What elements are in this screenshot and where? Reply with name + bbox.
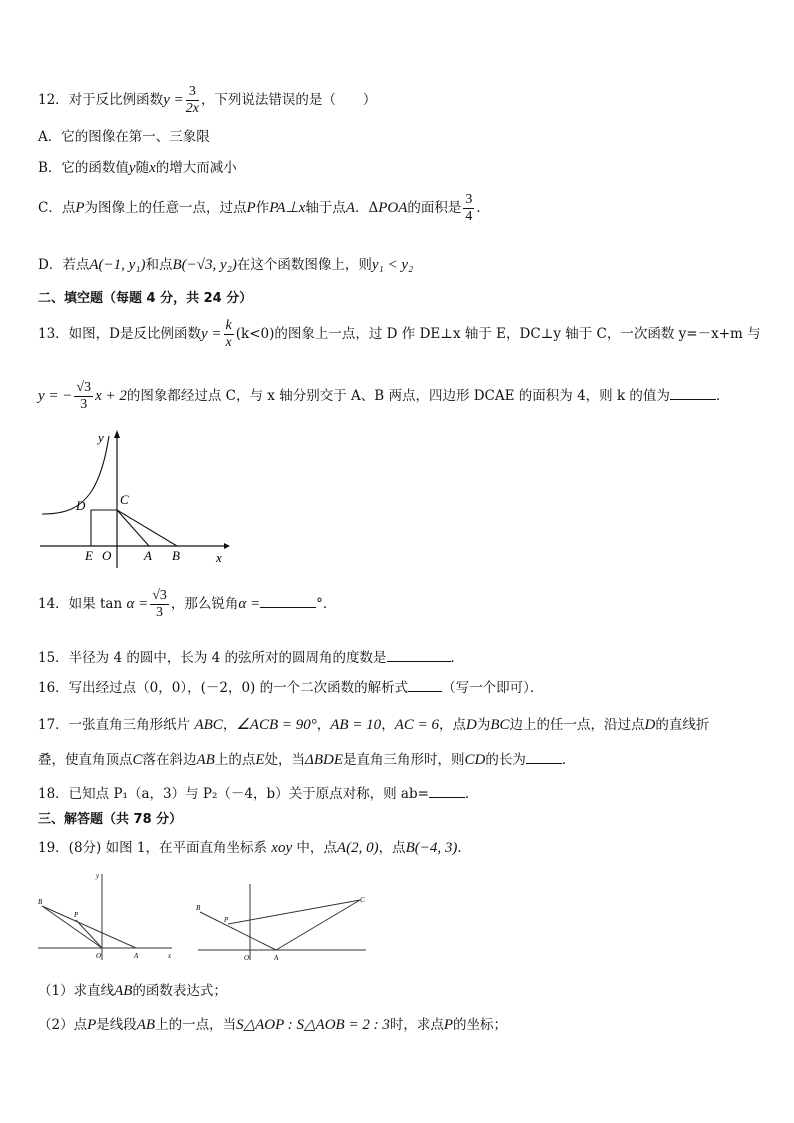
q15 <box>38 646 464 666</box>
q13-line2 <box>38 380 729 413</box>
q17-l2b: 落在斜边 <box>142 752 197 768</box>
q19-p2d: 时，求点 <box>389 1017 444 1033</box>
q17-D: D <box>465 717 477 733</box>
q13-y-arrow <box>114 430 120 438</box>
q13-label-C: C <box>120 492 129 507</box>
q17-end: ． <box>561 752 576 768</box>
q19-xoy: xoy <box>271 840 293 856</box>
q17-l2f: 的长为 <box>485 752 526 768</box>
q19-f2-label-C: C <box>360 896 365 904</box>
q17-BDE: ΔBDE <box>305 752 343 768</box>
q15-end: ． <box>450 650 465 666</box>
q13-label-O: O <box>102 548 112 563</box>
q19-f1-line-PO <box>76 920 102 948</box>
q19-p2-AB: AB <box>136 1017 156 1033</box>
q17-l2a: 叠，使直角顶点 <box>38 752 133 768</box>
q12-fraction <box>186 84 199 117</box>
q17-CD: CD <box>464 752 486 768</box>
q12-d-pointA: A(−1, y₁) <box>89 257 146 273</box>
q12-stem <box>38 84 376 117</box>
q14-alpha2: α = <box>238 596 261 612</box>
q12-c-a: C．点 <box>38 200 76 216</box>
q19-f1-label-P: P <box>74 911 79 919</box>
q19-f1-label-O: O <box>96 952 102 960</box>
q19-part2 <box>38 1013 507 1034</box>
q12-option-b <box>38 156 237 177</box>
q17-ABC: ABC <box>194 717 223 733</box>
q19-b: 中，点 <box>296 840 337 856</box>
q19-p2b: 是线段 <box>96 1017 137 1033</box>
q12-c-A: A <box>345 200 355 216</box>
q17-AB2: AB <box>196 752 215 768</box>
q13-label-E: E <box>85 548 93 563</box>
q17-angle: ∠ACB = 90° <box>236 717 317 733</box>
q12-stem-text: 12．对于反比例函数 <box>38 92 164 108</box>
q19-f1-line-AB <box>42 906 136 948</box>
q19-f1-label-B: B <box>38 898 43 906</box>
q13-end: ． <box>715 388 730 404</box>
q12-d-pointB: B(−√3, y₂) <box>172 257 237 273</box>
q13-den: x <box>225 335 232 350</box>
q16 <box>38 676 543 696</box>
q17-b: ， <box>222 717 237 733</box>
q19-end: . <box>457 840 462 856</box>
q13-line2-fraction <box>74 380 93 413</box>
q17-D2: D <box>644 717 656 733</box>
section-solution-heading: 三、解答题（共 78 分） <box>38 812 183 827</box>
q18 <box>38 782 478 802</box>
q12-d-b: 和点 <box>145 257 173 273</box>
q14-end: °． <box>316 596 337 612</box>
q18-a: 18．已知点 P₁（a，3）与 P₂（－4，b）关于原点对称，则 ab= <box>38 786 429 802</box>
q12-c-b: 为图像上的任意一点，过点 <box>84 200 247 216</box>
q19-A: A(2, 0) <box>336 840 379 856</box>
q17-a: 17．一张直角三角形纸片 <box>38 717 191 733</box>
section-fill-blank-heading: 二、填空题（每题 4 分，共 24 分） <box>38 291 253 306</box>
q14-alpha: α = <box>126 596 149 612</box>
q12-c-fraction <box>463 192 474 225</box>
q13-line1 <box>38 318 761 351</box>
q13-label-y: y <box>98 430 104 445</box>
q12-option-c <box>38 192 490 225</box>
q19-f1-label-x: x <box>168 952 172 960</box>
q19-figure-2 <box>190 868 370 962</box>
q12-c-pa: PA⊥x <box>269 200 306 216</box>
q19-c: ，点 <box>378 840 406 856</box>
q12-d-a: D．若点 <box>38 257 90 273</box>
q12-option-d <box>38 253 413 274</box>
q13-answer-blank[interactable] <box>670 399 716 400</box>
q12-d-c: 在这个函数图像上，则 <box>236 257 372 273</box>
q17-C: C <box>132 752 143 768</box>
q13-line2-eq: y = − <box>38 388 73 404</box>
q14-answer-blank[interactable] <box>260 607 316 608</box>
q19-p2e: 的坐标； <box>453 1017 507 1033</box>
q13-yeq: y = <box>201 326 222 342</box>
q13-line-CA <box>117 510 149 546</box>
q12-c-den: 4 <box>465 209 473 224</box>
q19-p1: （1）求直线 <box>38 983 115 999</box>
q12-b-y: y <box>128 160 136 176</box>
q12-option-a: A．它的图像在第一、三象限 <box>38 129 210 145</box>
q12-c-p2: P <box>246 200 256 216</box>
q13-label-D: D <box>76 498 86 513</box>
q12-c-p: P <box>75 200 85 216</box>
q14-num: √3 <box>152 588 167 603</box>
q14-a: 14．如果 tan <box>38 596 123 612</box>
q13-line2-den: 3 <box>80 397 88 412</box>
q14-den: 3 <box>156 605 164 620</box>
q19-p2: （2）点 <box>38 1017 88 1033</box>
q12-c-e: ．Δ <box>354 200 379 216</box>
q13-line2-rest: x + 2 <box>95 388 127 404</box>
q13-a: 13．如图，D是反比例函数 <box>38 326 202 342</box>
q13-x-arrow <box>224 543 230 549</box>
q19-B: B(−4, 3) <box>405 840 458 856</box>
q17-g: 边上的任一点，沿过点 <box>509 717 645 733</box>
q17-l2c: 上的点 <box>214 752 256 768</box>
q17-h: 的直线折 <box>655 717 710 733</box>
q12-c-f: 的面积是 <box>407 200 462 216</box>
q12-function: y = <box>163 92 184 108</box>
q13-fraction <box>224 318 234 351</box>
q19-p1b: 的函数表达式； <box>132 983 227 999</box>
q12-b-end: 的增大而减小 <box>155 160 237 176</box>
q19-f2-label-A: A <box>274 954 279 962</box>
q13-label-x: x <box>216 550 222 565</box>
q17-l2e: 是直角三角形时，则 <box>342 752 465 768</box>
q12-b-x: x <box>149 160 156 176</box>
q15-answer-blank[interactable] <box>387 661 451 662</box>
q17-BC: BC <box>490 717 510 733</box>
q17-AB: AB = 10 <box>330 717 382 733</box>
q19-f2-label-P: P <box>224 916 229 924</box>
q17-l2d: 处，当 <box>264 752 306 768</box>
q19-p2-P: P <box>87 1017 97 1033</box>
q12-frac-num: 3 <box>186 84 199 101</box>
q13-c: 的图象都经过点 C，与 x 轴分别交于 A、B 两点，四边形 DCAE 的面积为 4，则 k 的值为 <box>126 388 670 404</box>
q12-d-ineq: y₁ < y₂ <box>371 257 414 273</box>
q13-line-CB <box>117 510 177 546</box>
q17-f: 为 <box>476 717 491 733</box>
q13-line2-num: √3 <box>76 380 92 395</box>
q19-f1-line-BO <box>42 906 102 948</box>
q19-f2-label-B: B <box>196 904 201 912</box>
q17-c: ， <box>316 717 331 733</box>
q12-frac-den: 2x <box>185 101 199 116</box>
q17-d: ， <box>381 717 395 733</box>
q13-rect-DCE <box>91 510 117 546</box>
q16-answer-blank[interactable] <box>408 691 442 692</box>
q19-p2-ratio: S△AOP : S△AOB = 2 : 3 <box>236 1017 390 1033</box>
q13-num: k <box>225 318 232 333</box>
q17-AC: AC = 6 <box>394 717 439 733</box>
q16-b: （写一个即可）． <box>442 680 544 696</box>
q14-b: ，那么锐角 <box>170 596 239 612</box>
q19-a: 19．(8分) 如图 1，在平面直角坐标系 <box>38 840 267 856</box>
q14 <box>38 588 336 621</box>
q17-line2 <box>38 748 575 769</box>
q12-b-mid: 随 <box>135 160 150 176</box>
q16-a: 16．写出经过点（0，0），(－2，0) 的一个二次函数的解析式 <box>38 680 409 696</box>
q12-b-text: B．它的函数值 <box>38 160 129 176</box>
q17-E: E <box>255 752 265 768</box>
q19-f1-label-y: y <box>96 872 100 880</box>
q12-c-d: 轴于点 <box>305 200 346 216</box>
q12-c-num: 3 <box>465 192 473 207</box>
q19-figure-1 <box>36 868 176 962</box>
q17-e: ，点 <box>438 717 466 733</box>
q19-f1-label-A: A <box>134 952 139 960</box>
q19-f2-label-O: O <box>244 954 250 962</box>
q13-figure <box>36 430 230 570</box>
q13-label-B: B <box>172 548 180 563</box>
q18-end: ． <box>464 786 479 802</box>
q12-c-c: 作 <box>255 200 270 216</box>
q13-label-A: A <box>144 548 152 563</box>
q19-p1-AB: AB <box>114 983 133 999</box>
q19-p2c: 上的一点，当 <box>155 1017 237 1033</box>
q12-stem-end: ，下列说法错误的是（ ） <box>200 92 377 108</box>
q14-fraction <box>150 588 169 621</box>
q19-stem <box>38 836 462 857</box>
q19-p2-P2: P <box>443 1017 453 1033</box>
q12-c-end: ． <box>476 200 490 216</box>
q19-part1 <box>38 979 227 1000</box>
q15-a: 15．半径为 4 的圆中，长为 4 的弦所对的圆周角的度数是 <box>38 650 387 666</box>
q18-answer-blank[interactable] <box>429 797 465 798</box>
q13-b: (k<0)的图象上一点，过 D 作 DE⊥x 轴于 E，DC⊥y 轴于 C，一次函数 y=－x+m 与 <box>235 326 761 342</box>
q17-answer-blank[interactable] <box>526 763 562 764</box>
q12-c-poa: POA <box>378 200 408 216</box>
q17-line1 <box>38 713 709 734</box>
